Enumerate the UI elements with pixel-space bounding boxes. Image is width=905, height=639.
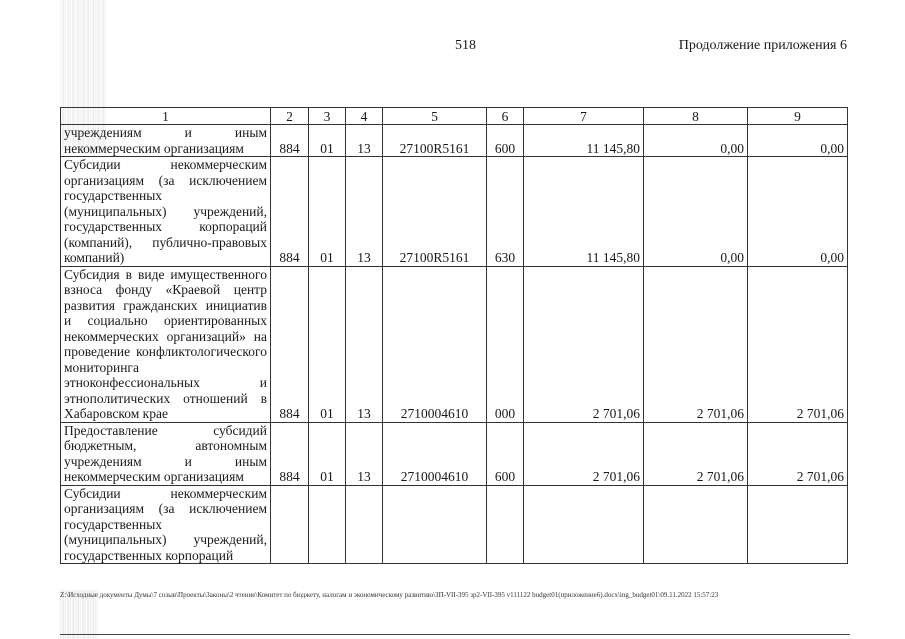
- cell-expense-type: 000: [487, 266, 524, 422]
- cell-ministry-code: 884: [271, 157, 309, 267]
- cell-amount-7: 11 145,80: [524, 157, 644, 267]
- cell-ministry-code: 884: [271, 125, 309, 157]
- column-header: 9: [748, 108, 848, 125]
- row-name: Предоставление субсидий бюджетным, автономным учреждениям и иным некоммерческим организациям: [61, 422, 271, 485]
- divider: [60, 634, 850, 635]
- table-row: [61, 157, 848, 267]
- cell-subsection: 13: [346, 157, 383, 267]
- table-row: [61, 125, 848, 157]
- cell-amount-7: [524, 485, 644, 564]
- column-header: 4: [346, 108, 383, 125]
- cell-section: 01: [309, 157, 346, 267]
- row-name: Субсидии некоммерческим организациям (за исключением государственных (муниципальных) учреждений, государственных корпораций: [61, 485, 271, 564]
- cell-amount-8: 0,00: [644, 157, 748, 267]
- column-numbers-row: [61, 108, 848, 125]
- cell-amount-9: 0,00: [748, 125, 848, 157]
- cell-subsection: 13: [346, 422, 383, 485]
- cell-amount-9: 2 701,06: [748, 266, 848, 422]
- cell-amount-9: 0,00: [748, 157, 848, 267]
- cell-section: 01: [309, 266, 346, 422]
- cell-subsection: 13: [346, 125, 383, 157]
- cell-subsection: [346, 485, 383, 564]
- column-header: 8: [644, 108, 748, 125]
- cell-amount-8: 2 701,06: [644, 266, 748, 422]
- file-path-footer: Z:\Исходные документы Думы\7 созыв\Проекты\Законы\2 чтение\Комитет по бюджету, налогам и экономическому развитию\ЗП-VII-395 зр2-VII-395 v111122 budget01(приложение6).docx\ing_budget01\09.11.2022 15:57:23: [60, 591, 719, 599]
- row-name: учреждениям и иным некоммерческим организациям: [61, 125, 271, 157]
- cell-amount-9: [748, 485, 848, 564]
- cell-amount-8: 0,00: [644, 125, 748, 157]
- column-header: 2: [271, 108, 309, 125]
- cell-amount-7: 2 701,06: [524, 266, 644, 422]
- cell-section: 01: [309, 422, 346, 485]
- cell-amount-9: 2 701,06: [748, 422, 848, 485]
- table-row: [61, 266, 848, 422]
- cell-amount-7: 11 145,80: [524, 125, 644, 157]
- column-header: 7: [524, 108, 644, 125]
- cell-target-article: [383, 485, 487, 564]
- cell-expense-type: 600: [487, 125, 524, 157]
- cell-subsection: 13: [346, 266, 383, 422]
- cell-ministry-code: [271, 485, 309, 564]
- cell-amount-8: 2 701,06: [644, 422, 748, 485]
- cell-target-article: 27100R5161: [383, 125, 487, 157]
- budget-table: [60, 107, 848, 564]
- cell-target-article: 2710004610: [383, 266, 487, 422]
- cell-expense-type: 600: [487, 422, 524, 485]
- cell-ministry-code: 884: [271, 266, 309, 422]
- cell-amount-7: 2 701,06: [524, 422, 644, 485]
- cell-section: [309, 485, 346, 564]
- cell-target-article: 27100R5161: [383, 157, 487, 267]
- column-header: 3: [309, 108, 346, 125]
- table-row: [61, 485, 848, 564]
- cell-expense-type: [487, 485, 524, 564]
- row-name: Субсидии некоммерческим организациям (за исключением государственных (муниципальных) учреждений, государственных корпораций (компаний), публично-правовых компаний): [61, 157, 271, 267]
- row-name: Субсидия в виде имущественного взноса фонду «Краевой центр развития гражданских инициатив и социально ориентированных некоммерческих организаций» на проведение конфликтологического мониторинга этноконфессиональных и этнополитических отношений в Хабаровском крае: [61, 266, 271, 422]
- column-header: 1: [61, 108, 271, 125]
- page-number: 518: [455, 38, 476, 53]
- cell-expense-type: 630: [487, 157, 524, 267]
- appendix-continuation-note: Продолжение приложения 6: [678, 38, 847, 53]
- column-header: 6: [487, 108, 524, 125]
- cell-section: 01: [309, 125, 346, 157]
- table-row: [61, 422, 848, 485]
- cell-target-article: 2710004610: [383, 422, 487, 485]
- cell-ministry-code: 884: [271, 422, 309, 485]
- cell-amount-8: [644, 485, 748, 564]
- column-header: 5: [383, 108, 487, 125]
